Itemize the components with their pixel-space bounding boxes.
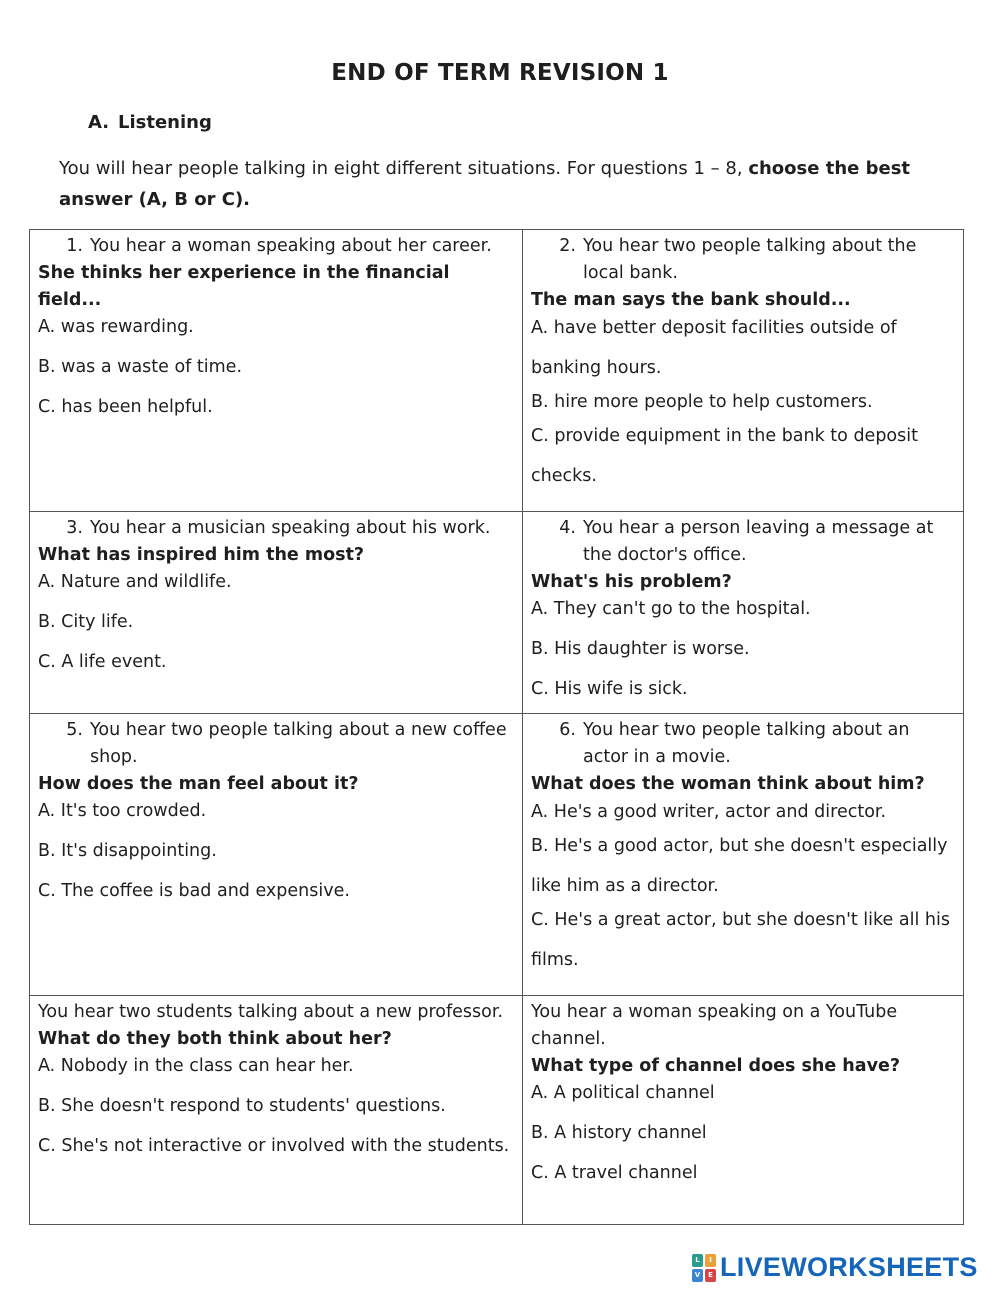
question-number: 2. [559,236,576,256]
question-cell-7 [30,996,523,1225]
option-b[interactable]: B. was a waste of time. [38,357,243,377]
option-c[interactable]: C. His wife is sick. [531,679,688,699]
questions-table [29,229,964,1225]
liveworksheets-logo[interactable] [692,1252,978,1283]
question-number: 1. [66,236,83,256]
question-cell-8 [523,996,964,1225]
question-prompt: What has inspired him the most? [38,545,365,565]
question-situation [38,233,514,260]
option-a[interactable]: A. They can't go to the hospital. [531,599,811,619]
question-cell-4 [523,512,964,714]
logo-mark-icon: L I V E [692,1254,716,1282]
option-b[interactable]: B. It's disappointing. [38,841,217,861]
question-cell-5 [30,714,523,996]
question-prompt: What's his problem? [531,572,732,592]
question-number: 6. [559,720,576,740]
question-number: 4. [559,518,576,538]
section-label: Listening [118,112,212,133]
question-number: 5. [66,720,83,740]
option-a[interactable]: A. have better deposit facilities outside of banking hours. [531,318,897,378]
option-c[interactable]: C. A life event. [38,652,167,672]
situation-text: You hear a musician speaking about his work. [90,518,491,538]
question-number: 3. [66,518,83,538]
logo-text: LIVEWORKSHEETS [720,1252,978,1282]
question-prompt: The man says the bank should... [531,290,851,310]
page-title: END OF TERM REVISION 1 [331,60,669,86]
situation-text: You hear two people talking about a new coffee shop. [90,720,507,767]
option-c[interactable]: C. He's a great actor, but she doesn't like all his films. [531,910,950,970]
option-c[interactable]: C. The coffee is bad and expensive. [38,881,350,901]
option-a[interactable]: A. He's a good writer, actor and director. [531,802,887,822]
situation-text: You hear a woman speaking about her career. [90,236,492,256]
option-c[interactable]: C. A travel channel [531,1163,698,1183]
instructions-text: You will hear people talking in eight different situations. For questions 1 – 8, [59,158,749,179]
option-b[interactable]: B. hire more people to help customers. [531,392,873,412]
option-b[interactable]: B. City life. [38,612,134,632]
question-situation [531,515,955,569]
option-a[interactable]: A. Nature and wildlife. [38,572,232,592]
situation-text: You hear two people talking about an actor in a movie. [583,720,910,767]
option-a[interactable]: A. A political channel [531,1083,715,1103]
question-situation [531,717,955,771]
option-a[interactable]: A. Nobody in the class can hear her. [38,1056,354,1076]
option-c[interactable]: C. She's not interactive or involved with the students. [38,1136,510,1156]
instructions-emphasis: choose the best answer (A, B or C). [59,158,911,210]
section-letter: A. [88,112,110,133]
situation-text: You hear two students talking about a new professor. [38,1002,504,1022]
instructions [59,153,939,215]
question-situation [38,717,514,771]
situation-text: You hear two people talking about the local bank. [583,236,917,283]
question-cell-1 [30,230,523,512]
situation-text: You hear a person leaving a message at the doctor's office. [583,518,934,565]
question-cell-6 [523,714,964,996]
question-prompt: She thinks her experience in the financial field... [38,263,450,310]
situation-text: You hear a woman speaking on a YouTube channel. [531,1002,898,1049]
option-b[interactable]: B. A history channel [531,1123,707,1143]
question-cell-3 [30,512,523,714]
question-situation [531,233,955,287]
question-prompt: What do they both think about her? [38,1029,392,1049]
option-c[interactable]: C. provide equipment in the bank to deposit checks. [531,426,918,486]
question-prompt: How does the man feel about it? [38,774,359,794]
section-heading [88,112,212,133]
option-a[interactable]: A. was rewarding. [38,317,194,337]
question-cell-2 [523,230,964,512]
option-b[interactable]: B. He's a good actor, but she doesn't especially like him as a director. [531,836,948,896]
option-c[interactable]: C. has been helpful. [38,397,213,417]
question-prompt: What does the woman think about him? [531,774,925,794]
question-prompt: What type of channel does she have? [531,1056,900,1076]
option-b[interactable]: B. She doesn't respond to students' questions. [38,1096,446,1116]
option-b[interactable]: B. His daughter is worse. [531,639,750,659]
option-a[interactable]: A. It's too crowded. [38,801,207,821]
question-situation [38,515,514,542]
